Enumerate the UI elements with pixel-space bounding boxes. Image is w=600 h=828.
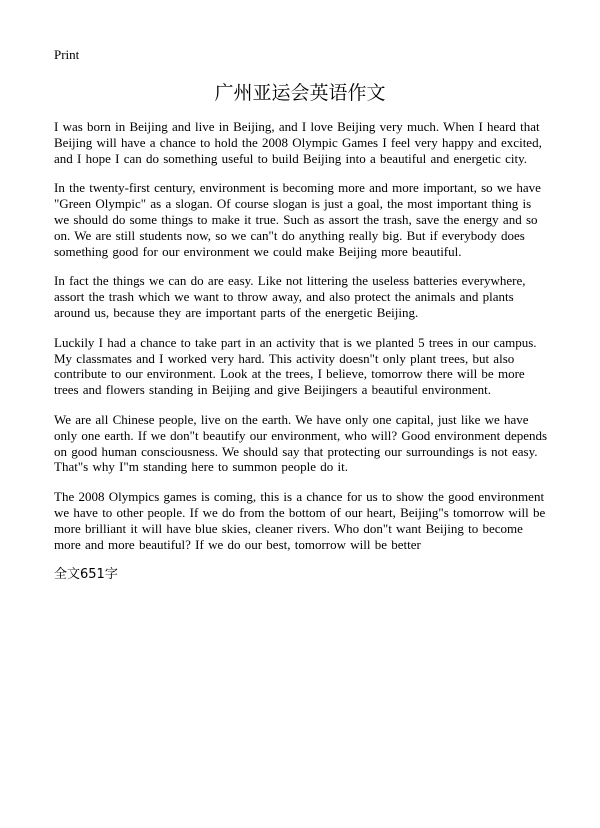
page-title: 广州亚运会英语作文 [214, 82, 386, 104]
paragraph-6: The 2008 Olympics games is coming, this is a chance for us to show the good environment we have to other people. If we do from the bottom of our heart, Beijing"s tomorrow will be more brilliant it will have blue skies, cleaner rivers. Who don"t want Beijing to become more and more beautiful? If we do our best, tomorrow will be better [54, 489, 546, 552]
print-link[interactable]: Print [54, 47, 80, 62]
paragraph-3: In fact the things we can do are easy. Like not littering the useless batteries everywhere, assort the trash which we want to throw away, and also protect the animals and plants around us, because they are important parts of the energetic Beijing. [54, 273, 526, 320]
paragraph-4: Luckily I had a chance to take part in an activity that is we planted 5 trees in our campus. My classmates and I worked very hard. This activity doesn"t only plant trees, but also contribute to our environment. Look at the trees, I believe, tomorrow there will be more trees and flowers standing in Beijing and give Beijingers a beautiful environment. [54, 334, 537, 398]
paragraph-5: We are all Chinese people, live on the earth. We have only one capital, just like we have only one earth. If we don"t beautify our environment, who will? Good environment depends on good human consciousness. We should say that protecting our surroundings is not easy. That"s why I"m standing here to summon people do it. [54, 411, 548, 475]
essay-body [54, 119, 550, 584]
paragraph-2: In the twenty-first century, environment is becoming more and more important, so we have "Green Olympic" as a slogan. Of course slogan is just a goal, the most important thing is we should do some things to make it true. Such as assort the trash, save the energy and so on. We are still students now, so we can"t do anything really big. But if everybody does something good for our environment we could make Beijing more beautiful. [54, 180, 541, 259]
word-count: 全文651字 [54, 567, 118, 583]
paragraph-1: I was born in Beijing and live in Beijing, and I love Beijing very much. When I heard that Beijing will have a chance to hold the 2008 Olympic Games I feel very happy and excited, and I hope I can do something useful to build Beijing into a beautiful and energetic city. [54, 119, 542, 166]
